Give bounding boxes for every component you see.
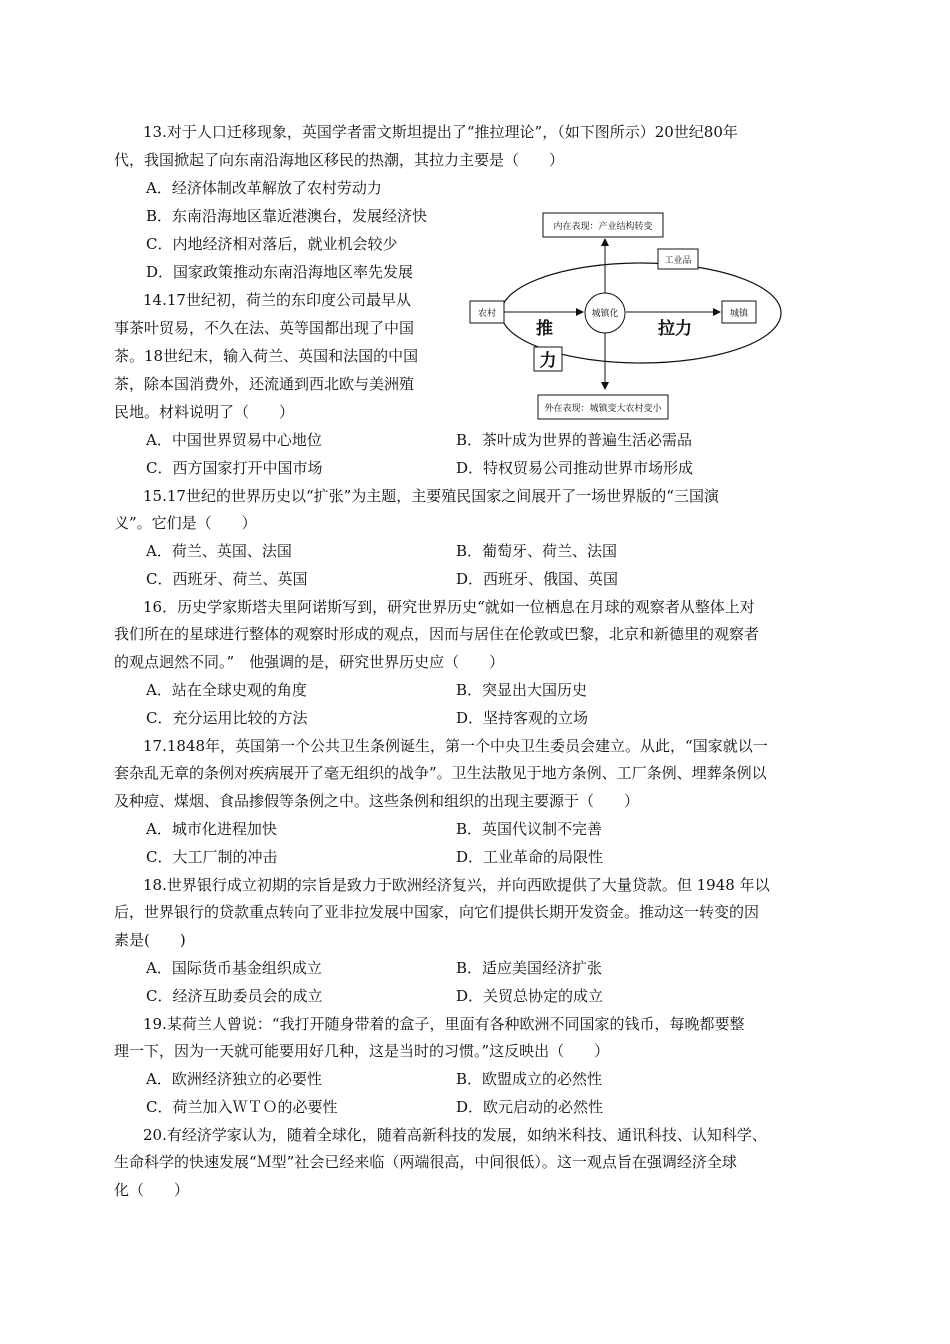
q13-option-b: B．东南沿海地区靠近港澳台，发展经济快 [146, 207, 428, 225]
q14-option-c: C．西方国家打开中国市场 [146, 459, 323, 477]
q17-option-a: A．城市化进程加快 [146, 820, 277, 838]
q13-option-a: A．经济体制改革解放了农村劳动力 [146, 179, 382, 197]
q18-stem-line-3: 素是( ) [114, 931, 186, 949]
push-box-label: 力 [539, 351, 557, 371]
bottom-box-label: 外在表现：城镇变大农村变小 [544, 404, 662, 414]
q20-stem-line-3: 化（ ） [114, 1181, 190, 1199]
q16-option-d: D．坚持客观的立场 [456, 709, 589, 727]
q16-option-a: A．站在全球史观的角度 [146, 681, 307, 699]
q15-option-c: C．西班牙、荷兰、英国 [146, 570, 308, 588]
pull-label: 拉力 [658, 319, 692, 339]
q19-stem-line-2: 理一下，因为一天就可能要用好几种，这是当时的习惯。”这反映出（ ） [114, 1042, 610, 1060]
q18-option-d: D．关贸总协定的成立 [456, 987, 604, 1005]
q19-option-a: A．欧洲经济独立的必要性 [146, 1070, 322, 1088]
q18-stem-line-2: 后，世界银行的贷款重点转向了亚非拉发展中国家，向它们提供长期开发资金。推动这一转变的因 [114, 903, 760, 921]
q16-stem-line-1: 16．历史学家斯塔夫里阿诺斯写到，研究世界历史“就如一位栖息在月球的观察者从整体上对 [143, 598, 755, 616]
q19-stem-line-1: 19.某荷兰人曾说：“我打开随身带着的盒子，里面有各种欧洲不同国家的钱币，每晚都要整 [143, 1015, 745, 1033]
q14-option-a: A．中国世界贸易中心地位 [146, 431, 322, 449]
q13-stem-line-1: 13.对于人口迁移现象，英国学者雷文斯坦提出了“推拉理论”，（如下图所示）20世纪80年 [143, 123, 738, 141]
q14-stem-line-5: 民地。材料说明了（ ） [114, 403, 295, 421]
q15-stem-line-1: 15.17世纪的世界历史以“扩张”为主题，主要殖民国家之间展开了一场世界版的“三国演 [143, 487, 719, 505]
q20-stem-line-1: 20.有经济学家认为，随着全球化，随着高新科技的发展，如纳米科技、通讯科技、认知科学、 [143, 1126, 767, 1144]
push-pull-diagram [468, 205, 798, 425]
q14-stem-line-2: 事茶叶贸易，不久在法、英等国都出现了中国 [114, 319, 415, 337]
q15-stem-line-2: 义”。它们是（ ） [114, 514, 257, 532]
q14-option-b: B．茶叶成为世界的普遍生活必需品 [456, 431, 693, 449]
q15-option-a: A．荷兰、英国、法国 [146, 542, 292, 560]
q16-option-b: B．突显出大国历史 [456, 681, 588, 699]
q17-option-c: C．大工厂制的冲击 [146, 848, 278, 866]
q16-option-c: C．充分运用比较的方法 [146, 709, 308, 727]
q14-stem-line-3: 茶。18世纪末，输入荷兰、英国和法国的中国 [114, 347, 419, 365]
q18-option-b: B．适应美国经济扩张 [456, 959, 603, 977]
q20-stem-line-2: 生命科学的快速发展“Ｍ型”社会已经来临（两端很高，中间很低）。这一观点旨在强调经济全球 [114, 1153, 737, 1171]
q14-stem-line-1: 14.17世纪初，荷兰的东印度公司最早从 [143, 291, 411, 309]
industry-box-label: 工业品 [664, 256, 692, 266]
q13-option-d: D．国家政策推动东南沿海地区率先发展 [146, 263, 414, 281]
q17-stem-line-1: 17.1848年，英国第一个公共卫生条例诞生，第一个中央卫生委员会建立。从此，“国家就以一 [143, 737, 768, 755]
q17-option-d: D．工业革命的局限性 [456, 848, 604, 866]
q19-option-b: B．欧盟成立的必然性 [456, 1070, 603, 1088]
q14-stem-line-4: 茶，除本国消费外，还流通到西北欧与美洲殖 [114, 375, 415, 393]
q15-option-d: D．西班牙、俄国、英国 [456, 570, 619, 588]
rural-box-label: 农村 [477, 309, 497, 319]
q19-option-d: D．欧元启动的必然性 [456, 1098, 604, 1116]
city-box-label: 城镇 [729, 309, 749, 319]
q18-option-a: A．国际货币基金组织成立 [146, 959, 322, 977]
q13-option-c: C．内地经济相对落后，就业机会较少 [146, 235, 398, 253]
q18-option-c: C．经济互助委员会的成立 [146, 987, 323, 1005]
q17-stem-line-2: 套杂乱无章的条例对疾病展开了毫无组织的战争”。卫生法散见于地方条例、工厂条例、埋葬条例以 [114, 764, 767, 782]
q15-option-b: B．葡萄牙、荷兰、法国 [456, 542, 618, 560]
q17-stem-line-3: 及种痘、煤烟、食品掺假等条例之中。这些条例和组织的出现主要源于（ ） [114, 792, 640, 810]
q18-stem-line-1: 18.世界银行成立初期的宗旨是致力于欧洲经济复兴，并向西欧提供了大量贷款。但 1948 年以 [143, 876, 770, 894]
push-label: 推 [536, 319, 553, 339]
q16-stem-line-3: 的观点迥然不同。” 他强调的是，研究世界历史应（ ） [114, 653, 505, 671]
q13-stem-line-2: 代，我国掀起了向东南沿海地区移民的热潮，其拉力主要是（ ） [114, 151, 565, 169]
q16-stem-line-2: 我们所在的星球进行整体的观察时形成的观点，因而与居住在伦敦或巴黎，北京和新德里的观察者 [114, 625, 760, 643]
q19-option-c: C．荷兰加入ＷＴＯ的必要性 [146, 1098, 338, 1116]
q17-option-b: B．英国代议制不完善 [456, 820, 603, 838]
top-box-label: 内在表现：产业结构转变 [553, 222, 653, 232]
center-label: 城镇化 [591, 309, 619, 319]
q14-option-d: D．特权贸易公司推动世界市场形成 [456, 459, 694, 477]
